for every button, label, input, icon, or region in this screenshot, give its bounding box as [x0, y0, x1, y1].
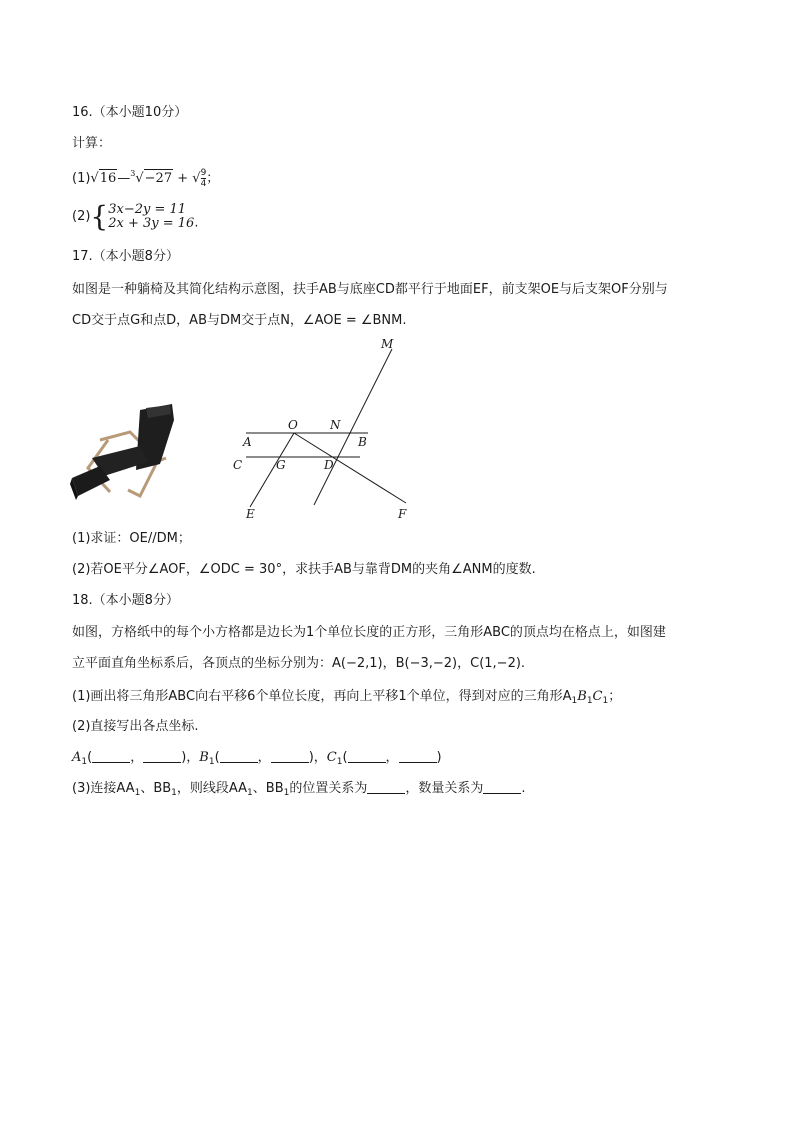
line-dm — [314, 349, 392, 505]
line-oe — [250, 433, 294, 507]
structure-diagram — [228, 335, 418, 525]
q17-text-line1: 如图是一种躺椅及其简化结构示意图，扶手AB与底座CD都平行于地面EF，前支架OE与后支架OF分别与 — [72, 282, 668, 297]
label-n: N — [330, 418, 341, 432]
q18-text-line1: 如图，方格纸中的每个小方格都是边长为1个单位长度的正方形，三角形ABC的顶点均在格点上，如图建 — [72, 625, 666, 640]
line-of — [294, 433, 406, 503]
label-b: B — [358, 435, 367, 449]
blank-c1-y[interactable] — [399, 750, 437, 763]
q18-header: 18.（本小题8分） — [72, 593, 179, 608]
q16-part1: (1)√16—$^3$√−27 + √ $\frac{9}{4}$ ； — [72, 168, 220, 189]
q16-header: 16.（本小题10分） — [72, 105, 188, 120]
blank-b1-x[interactable] — [220, 750, 258, 763]
label-f: F — [398, 507, 407, 521]
q18-coordinate-blanks: $A_1$( ， )，$B_1$( ， )，$C_1$( ， ) — [72, 750, 442, 767]
equation-system: 3x−2y = 11 2x + 3y = 16 — [108, 202, 195, 231]
q18-part1: (1)画出将三角形ABC向右平移6个单位长度，再向上平移1个单位，得到对应的三角形$A_1B_1C_1$； — [72, 689, 622, 706]
brace-icon: { — [90, 200, 109, 233]
label-c: C — [233, 458, 243, 472]
q17-part2: (2)若OE平分∠AOF，∠ODC = 30°，求扶手AB与靠背DM的夹角∠ANM的度数. — [72, 562, 536, 577]
recliner-chair-image — [70, 400, 182, 506]
label-d: D — [324, 458, 334, 472]
label-e: E — [246, 507, 255, 521]
blank-b1-y[interactable] — [271, 750, 309, 763]
q18-part3: (3)连接$AA_1$、$BB_1$，则线段$AA_1$、$BB_1$的位置关系为 ，数量关系为 . — [72, 781, 526, 798]
label-a: A — [243, 435, 252, 449]
label-o: O — [288, 418, 298, 432]
q17-part1: (1)求证：OE//DM； — [72, 531, 191, 546]
q17-header: 17.（本小题8分） — [72, 249, 179, 264]
blank-a1-x[interactable] — [92, 750, 130, 763]
blank-a1-y[interactable] — [143, 750, 181, 763]
label-g: G — [276, 458, 286, 472]
q16-intro: 计算： — [72, 136, 112, 151]
label-m: M — [381, 337, 394, 351]
blank-quantity-relation[interactable] — [483, 781, 521, 794]
q18-text-line2: 立平面直角坐标系后，各顶点的坐标分别为：A(−2,1)，B(−3,−2)，C(1,−2). — [72, 656, 526, 671]
q17-text-line2: CD交于点G和点D，AB与DM交于点N，∠AOE = ∠BNM. — [72, 313, 407, 328]
q18-part2: (2)直接写出各点坐标. — [72, 719, 199, 734]
q16-part2: (2){ 3x−2y = 11 2x + 3y = 16 . — [72, 200, 199, 233]
blank-c1-x[interactable] — [348, 750, 386, 763]
blank-position-relation[interactable] — [367, 781, 405, 794]
fraction: $\frac{9}{4}$ — [200, 168, 207, 189]
